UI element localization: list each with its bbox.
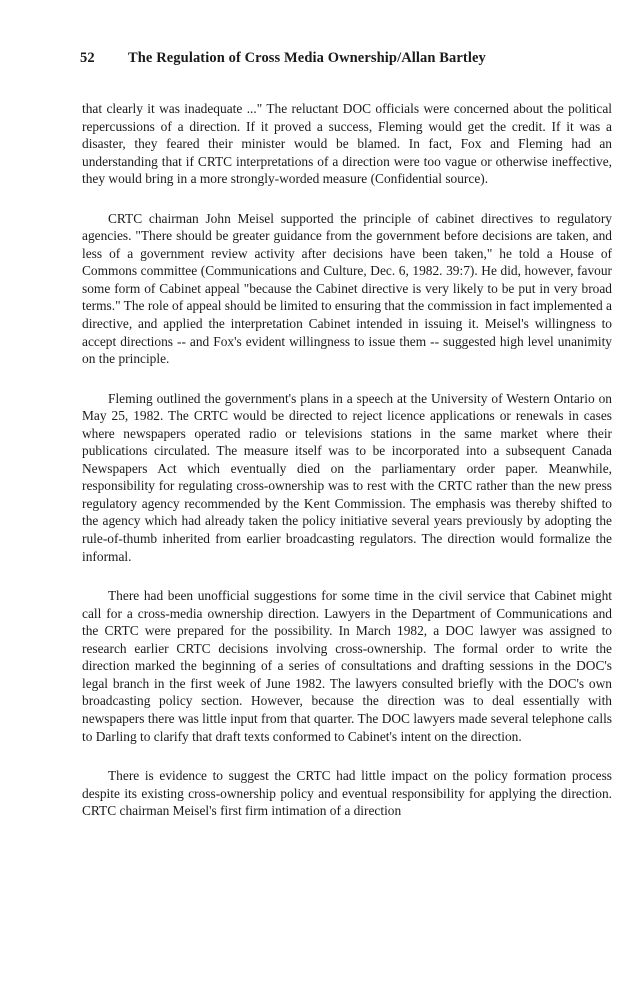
running-head <box>80 50 560 67</box>
page-number: 52 <box>80 50 95 66</box>
body-text <box>82 100 612 820</box>
paragraph-2: CRTC chairman John Meisel supported the principle of cabinet directives to regulatory agencies. "There should be greater guidance from the government before decisions are taken, and less of a government review activity after decisions have been taken," he told a House of Commons committee (Communications and Culture, Dec. 6, 1982. 39:7). He did, however, favour some form of Cabinet appeal "because the Cabinet directive is very likely to be put in very broad terms." The role of appeal should be limited to ensuring that the commission in fact implemented a directive, and applied the interpretation Cabinet intended in issuing it. Meisel's willingness to accept directions -- and Fox's evident willingness to issue them -- suggested high level unanimity on the principle. <box>82 210 612 367</box>
paragraph-4: There had been unofficial suggestions for some time in the civil service that Cabinet might call for a cross-media ownership direction. Lawyers in the Department of Communications and the CRTC were prepared for the possibility. In March 1982, a DOC lawyer was assigned to research earlier CRTC decisions involving cross-ownership. The formal order to write the direction marked the beginning of a series of consultations and drafting sessions in the DOC's legal branch in the first week of June 1982. The lawyers consulted briefly with the DOC's own broadcasting policy section. However, because the direction was to deal essentially with newspapers there was little input from that quarter. The DOC lawyers made several telephone calls to Darling to clarify that draft texts conformed to Cabinet's intent on the direction. <box>82 588 612 744</box>
running-title: The Regulation of Cross Media Ownership/Allan Bartley <box>128 50 486 66</box>
paragraph-3: Fleming outlined the government's plans in a speech at the University of Western Ontario on May 25, 1982. The CRTC would be directed to reject licence applications or renewals in cases where newspapers operated radio or televisions stations in the same market where their publications circulated. The measure itself was to be incorporated into a subsequent Canada Newspapers Act which eventually died on the parliamentary order paper. Meanwhile, responsibility for regulating cross-ownership was to rest with the CRTC rather than the new press regulatory agency recommended by the Kent Commission. The emphasis was thereby shifted to the agency which had already taken the policy initiative several years previously by adopting the rule-of-thumb inherited from earlier broadcasting regulators. The direction would formalize the informal. <box>82 390 612 564</box>
paragraph-1: that clearly it was inadequate ..." The reluctant DOC officials were concerned about the political repercussions of a direction. If it proved a success, Fleming would get the credit. If it was a disaster, they feared their minister would be blamed. In fact, Fox and Fleming had an understanding that if CRTC interpretations of a direction were too vague or otherwise ineffective, they would bring in a more strongly-worded measure (Confidential source). <box>82 101 612 187</box>
paragraph-5: There is evidence to suggest the CRTC had little impact on the policy formation process despite its existing cross-ownership policy and eventual responsibility for applying the direction. CRTC chairman Meisel's first firm intimation of a direction <box>82 768 612 819</box>
